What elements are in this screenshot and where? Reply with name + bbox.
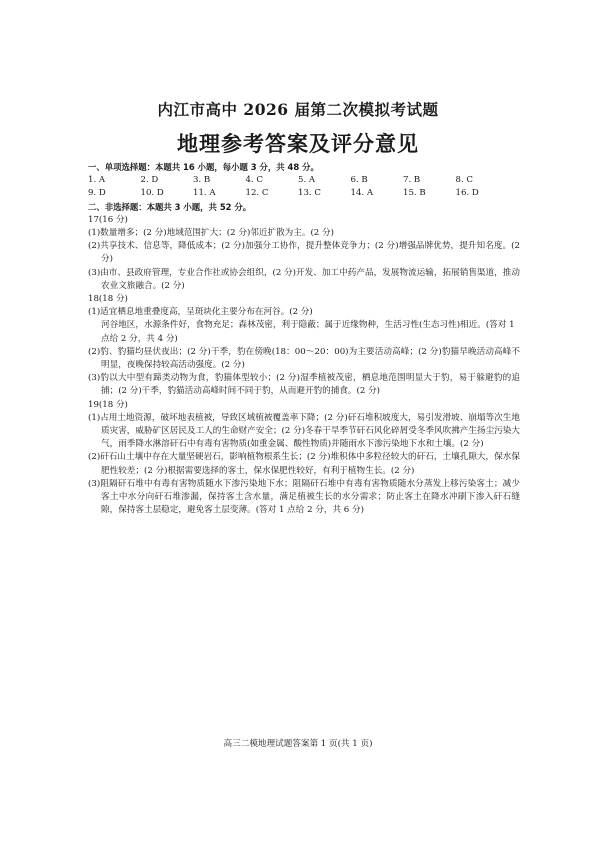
q18-header: 18(18 分) (88, 294, 128, 305)
document-subtitle: 地理参考答案及评分意见 (177, 131, 419, 156)
mc-answer-row-1 (88, 174, 520, 187)
section1-heading: 一、单项选择题：本题共 16 小题，每小题 3 分，共 48 分。 (88, 162, 319, 172)
mc-answer: 8. C (455, 175, 474, 186)
q19-header: 19(18 分) (88, 399, 128, 410)
q17-header: 17(16 分) (88, 214, 128, 225)
q19-answer-1: (1)占用土地资源，破坏地表植被，导致区域植被覆盖率下降；(2 分)矸石堆积坡度大，易引发滑坡、崩塌等次生地质灾害，威胁矿区居民及工人的生命财产安全；(2 分)冬春干旱季节矸石风化碎屑受冬季风吹拂产生扬尘污染大气，雨季降水淋溶矸石中有毒有害物质(如重金属、酸性物质)并随雨水下渗污染地下水和土壤。(2 分) (88, 412, 520, 450)
mc-answer: 9. D (88, 188, 106, 199)
q18-answer-3: (3)豹以大中型有蹄类动物为食，豹猫体型较小；(2 分)湿季植被茂密，栖息地范围明显大于豹，易于躲避豹的追捕；(2 分)干季，豹猫活动高峰时间不同于豹，从而避开豹的捕食。(2 分) (88, 373, 520, 397)
mc-answer: 2. D (140, 175, 159, 186)
mc-answer: 16. D (455, 188, 479, 199)
mc-answer-row-2 (88, 187, 520, 200)
q18-answer-1-detail: 河谷地区，水源条件好，食物充足；森林茂密，利于隐蔽；属于近缘物种，生活习性(生态习性)相近。(答对 1 点给 2 分，共 4 分) (101, 320, 515, 344)
mc-answer: 11. A (193, 188, 216, 199)
q17-answer-2: (2)共享技术、信息等，降低成本；(2 分)加强分工协作，提升整体竞争力；(2 分)增强品牌优势，提升知名度。(2 分) (88, 241, 520, 265)
mc-answer: 3. B (193, 175, 211, 186)
mc-answer: 15. B (403, 188, 426, 199)
page-footer: 高三二模地理试题答案第 1 页(共 1 页) (223, 739, 373, 749)
q19-answer-3: (3)阻隔矸石堆中有毒有害物质随水下渗污染地下水；阻隔矸石堆中有毒有害物质随水分蒸发上移污染客土；减少客土中水分向矸石堆渗漏，保持客土含水量，满足植被生长的水分需求；防止客土在降水冲刷下渗入矸石缝隙，保持客土层稳定，避免客土层变薄。(答对 1 点给 2 分，共 6 分) (88, 478, 520, 516)
mc-answer: 5. A (298, 175, 316, 186)
exam-title: 内江市高中 2026 届第二次模拟考试题 (157, 100, 439, 119)
mc-answer: 14. A (350, 188, 374, 199)
section2-heading: 二、非选择题：本题共 3 小题，共 52 分。 (88, 201, 252, 212)
mc-answer: 10. D (140, 188, 164, 199)
q17-answer-1: (1)数量增多；(2 分)地域范围扩大；(2 分)邻近扩散为主。(2 分) (88, 228, 334, 239)
q17-answer-3: (3)由市、县政府管理，专业合作社或协会组织，(2 分)开发、加工中药产品，发展物流运输，拓展销售渠道，推动农业文旅融合。(2 分) (88, 267, 520, 291)
mc-answer: 12. C (245, 188, 269, 199)
mc-answer: 6. B (350, 175, 368, 186)
q19-answer-2: (2)矸石山土壤中存在大量坚硬岩石，影响植物根系生长；(2 分)堆积体中多粒径较大的矸石，土壤孔隙大，保水保肥性较差；(2 分)根据需要选择的客土，保水保肥性较好，有利于植物生长。(2 分) (88, 452, 520, 476)
mc-answer: 4. C (245, 175, 264, 186)
answer-content (88, 161, 520, 517)
q18-answer-2: (2)豹、豹猫均昼伏夜出；(2 分)干季，豹在傍晚(18：00～20：00)为主要活动高峰；(2 分)豹猫早晚活动高峰不明显，夜晚保持较高活动强度。(2 分) (88, 346, 520, 371)
q18-answer-1: (1)适宜栖息地重叠度高，呈斑块化主要分布在河谷。(2 分) (88, 307, 313, 318)
mc-answer: 13. C (298, 188, 321, 199)
mc-answer: 1. A (88, 175, 106, 186)
mc-answer: 7. B (403, 175, 421, 186)
